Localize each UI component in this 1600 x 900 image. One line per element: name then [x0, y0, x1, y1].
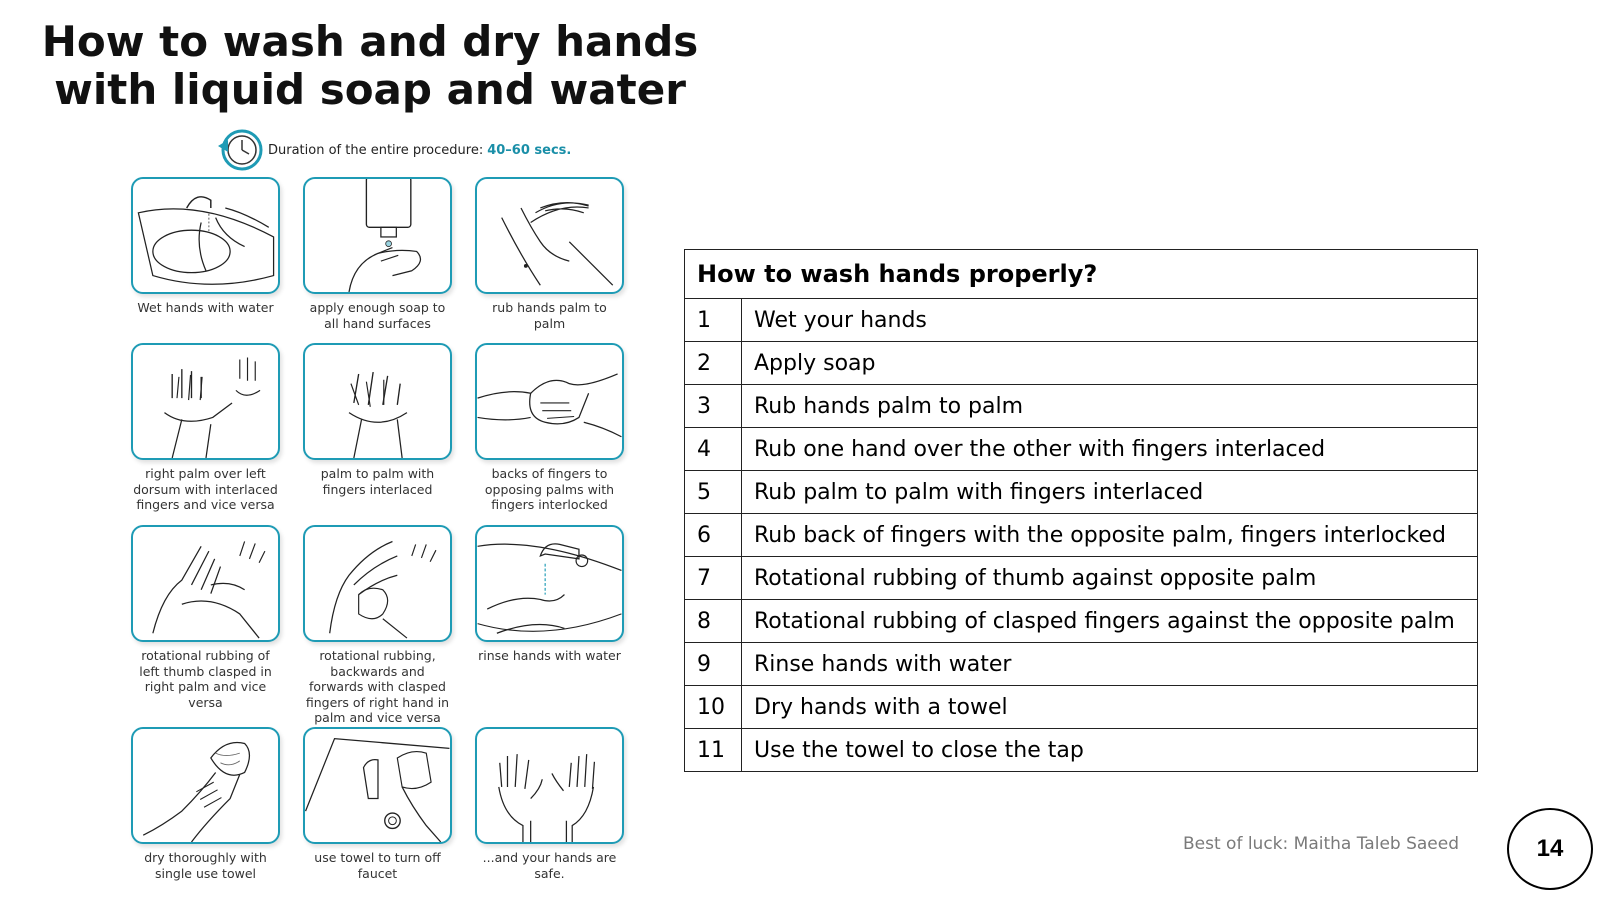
row-text: Use the towel to close the tap	[742, 729, 1478, 772]
table-row	[685, 428, 1478, 471]
fingers-interlocked-icon	[477, 345, 622, 458]
row-number: 9	[685, 643, 742, 686]
step-card-11	[303, 727, 452, 881]
step-card-9	[475, 525, 624, 664]
table-row	[685, 557, 1478, 600]
step-caption-3: rub hands palm to palm	[492, 300, 607, 331]
palm-over-dorsum-icon	[133, 345, 278, 458]
page-number-badge	[1507, 808, 1593, 890]
table-row	[685, 643, 1478, 686]
row-number: 6	[685, 514, 742, 557]
step-card-7	[131, 525, 280, 710]
fingers-interlaced-icon	[305, 345, 450, 458]
dry-towel-icon	[133, 729, 278, 842]
table-row	[685, 385, 1478, 428]
thumb-rubbing-icon	[133, 527, 278, 640]
towel-faucet-icon	[305, 729, 450, 842]
row-text: Wet your hands	[742, 299, 1478, 342]
poster-title	[40, 18, 700, 114]
stopwatch-icon	[218, 128, 264, 172]
step-illustration-5	[303, 343, 452, 460]
step-card-2	[303, 177, 452, 331]
step-card-12	[475, 727, 624, 881]
row-number: 8	[685, 600, 742, 643]
poster-title-line1: How to wash and dry hands	[41, 17, 699, 66]
step-card-10	[131, 727, 280, 881]
row-number: 10	[685, 686, 742, 729]
table-header-row	[685, 250, 1478, 299]
wet-hands-icon	[133, 179, 278, 292]
table-row	[685, 342, 1478, 385]
step-caption-2: apply enough soap to all hand surfaces	[309, 300, 446, 331]
page-number: 14	[1536, 835, 1564, 862]
table-header: How to wash hands properly?	[685, 250, 1478, 299]
step-card-8	[303, 525, 452, 726]
row-text: Dry hands with a towel	[742, 686, 1478, 729]
table-row	[685, 299, 1478, 342]
step-card-3	[475, 177, 624, 331]
footer-note: Best of luck: Maitha Taleb Saeed	[1183, 834, 1460, 854]
step-card-4	[131, 343, 280, 513]
palm-to-palm-icon	[477, 179, 622, 292]
safe-hands-icon	[477, 729, 622, 842]
row-text: Rinse hands with water	[742, 643, 1478, 686]
step-illustration-3	[475, 177, 624, 294]
step-illustration-7	[131, 525, 280, 642]
duration-value: 40–60 secs.	[487, 142, 572, 158]
row-number: 4	[685, 428, 742, 471]
step-caption-6: backs of fingers to opposing palms with fingers interlocked	[484, 466, 615, 512]
row-text: Apply soap	[742, 342, 1478, 385]
row-number: 2	[685, 342, 742, 385]
row-number: 11	[685, 729, 742, 772]
wash-steps-table	[684, 249, 1478, 772]
step-illustration-6	[475, 343, 624, 460]
step-caption-4: right palm over left dorsum with interlaced fingers and vice versa	[133, 466, 278, 512]
step-illustration-10	[131, 727, 280, 844]
step-caption-9: rinse hands with water	[478, 648, 621, 663]
step-illustration-11	[303, 727, 452, 844]
row-number: 1	[685, 299, 742, 342]
table-row	[685, 471, 1478, 514]
step-illustration-9	[475, 525, 624, 642]
table-row	[685, 600, 1478, 643]
row-text: Rub palm to palm with fingers interlaced	[742, 471, 1478, 514]
step-caption-11: use towel to turn off faucet	[314, 850, 441, 881]
fingertip-rubbing-icon	[305, 527, 450, 640]
step-illustration-2	[303, 177, 452, 294]
step-caption-7: rotational rubbing of left thumb clasped in right palm and vice versa	[139, 648, 272, 710]
step-illustration-4	[131, 343, 280, 460]
step-card-6	[475, 343, 624, 513]
step-illustration-12	[475, 727, 624, 844]
step-illustration-8	[303, 525, 452, 642]
step-caption-1: Wet hands with water	[137, 300, 274, 315]
step-caption-12: ...and your hands are safe.	[482, 850, 617, 881]
row-text: Rub hands palm to palm	[742, 385, 1478, 428]
table-row	[685, 729, 1478, 772]
step-caption-5: palm to palm with fingers interlaced	[320, 466, 435, 497]
rinse-hands-icon	[477, 527, 622, 640]
step-illustration-1	[131, 177, 280, 294]
table-row	[685, 514, 1478, 557]
step-caption-10: dry thoroughly with single use towel	[144, 850, 267, 881]
row-text: Rotational rubbing of thumb against opposite palm	[742, 557, 1478, 600]
row-number: 3	[685, 385, 742, 428]
row-text: Rotational rubbing of clasped fingers against the opposite palm	[742, 600, 1478, 643]
row-text: Rub back of fingers with the opposite palm, fingers interlocked	[742, 514, 1478, 557]
poster-title-line2: with liquid soap and water	[54, 65, 686, 114]
soap-dispenser-icon	[305, 179, 450, 292]
row-number: 7	[685, 557, 742, 600]
row-number: 5	[685, 471, 742, 514]
table-row	[685, 686, 1478, 729]
step-card-5	[303, 343, 452, 497]
duration-row	[218, 128, 571, 172]
duration-label: Duration of the entire procedure:	[268, 142, 484, 158]
step-card-1	[131, 177, 280, 316]
row-text: Rub one hand over the other with fingers interlaced	[742, 428, 1478, 471]
step-caption-8: rotational rubbing, backwards and forwards with clasped fingers of right hand in palm and vice versa	[305, 648, 450, 725]
